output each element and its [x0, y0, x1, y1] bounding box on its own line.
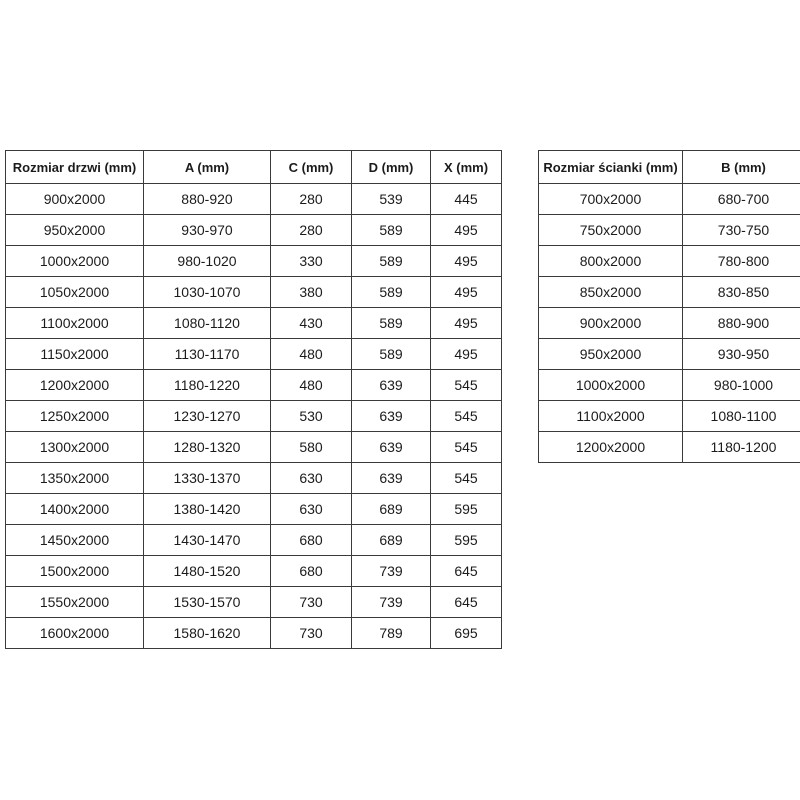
table-cell: 480 [271, 339, 352, 370]
table-cell: 950x2000 [6, 215, 144, 246]
table-cell: 445 [431, 184, 502, 215]
table-cell: 730-750 [683, 215, 800, 246]
table-cell: 1430-1470 [144, 525, 271, 556]
table-cell: 630 [271, 494, 352, 525]
table-cell: 900x2000 [539, 308, 683, 339]
table-cell: 545 [431, 463, 502, 494]
table-cell: 430 [271, 308, 352, 339]
table-cell: 1530-1570 [144, 587, 271, 618]
table-cell: 739 [352, 587, 431, 618]
table-cell: 1030-1070 [144, 277, 271, 308]
table-cell: 589 [352, 215, 431, 246]
table-cell: 680-700 [683, 184, 800, 215]
table-cell: 1450x2000 [6, 525, 144, 556]
table-cell: 730 [271, 618, 352, 649]
table-cell: 1000x2000 [6, 246, 144, 277]
table-cell: 1280-1320 [144, 432, 271, 463]
table-row [6, 184, 502, 215]
table-cell: 280 [271, 184, 352, 215]
header-row [6, 151, 502, 184]
table-cell: 789 [352, 618, 431, 649]
table-cell: 530 [271, 401, 352, 432]
table-row [6, 277, 502, 308]
table-cell: 1000x2000 [539, 370, 683, 401]
table-cell: 1500x2000 [6, 556, 144, 587]
table-cell: 589 [352, 246, 431, 277]
column-header: A (mm) [144, 151, 271, 184]
table-row [539, 339, 800, 370]
table-cell: 1580-1620 [144, 618, 271, 649]
table-cell: 330 [271, 246, 352, 277]
table-cell: 545 [431, 432, 502, 463]
table-cell: 1180-1220 [144, 370, 271, 401]
table-row [6, 370, 502, 401]
column-header: Rozmiar ścianki (mm) [539, 151, 683, 184]
table-cell: 689 [352, 494, 431, 525]
table-row [6, 401, 502, 432]
table-cell: 1130-1170 [144, 339, 271, 370]
table-row [6, 556, 502, 587]
table-cell: 480 [271, 370, 352, 401]
table-cell: 1330-1370 [144, 463, 271, 494]
table-cell: 639 [352, 463, 431, 494]
table-cell: 1200x2000 [6, 370, 144, 401]
table-cell: 380 [271, 277, 352, 308]
table-row [6, 339, 502, 370]
table-row [539, 401, 800, 432]
table-cell: 930-950 [683, 339, 800, 370]
door-sizes-table [5, 150, 502, 649]
table-cell: 589 [352, 308, 431, 339]
table-cell: 1380-1420 [144, 494, 271, 525]
table-cell: 545 [431, 370, 502, 401]
table-row [6, 463, 502, 494]
table-cell: 980-1020 [144, 246, 271, 277]
table-cell: 589 [352, 277, 431, 308]
table-cell: 730 [271, 587, 352, 618]
column-header: D (mm) [352, 151, 431, 184]
table-cell: 1300x2000 [6, 432, 144, 463]
table-cell: 1250x2000 [6, 401, 144, 432]
column-header: C (mm) [271, 151, 352, 184]
table-cell: 830-850 [683, 277, 800, 308]
table-cell: 595 [431, 494, 502, 525]
table-cell: 1100x2000 [539, 401, 683, 432]
table-cell: 739 [352, 556, 431, 587]
table-row [6, 215, 502, 246]
header-row [539, 151, 800, 184]
table-cell: 700x2000 [539, 184, 683, 215]
table-row [539, 246, 800, 277]
table-cell: 930-970 [144, 215, 271, 246]
table-row [6, 494, 502, 525]
table-cell: 750x2000 [539, 215, 683, 246]
table-cell: 639 [352, 370, 431, 401]
table-cell: 1200x2000 [539, 432, 683, 463]
table-cell: 1550x2000 [6, 587, 144, 618]
table-cell: 495 [431, 246, 502, 277]
column-header: Rozmiar drzwi (mm) [6, 151, 144, 184]
table-cell: 1180-1200 [683, 432, 800, 463]
table-cell: 495 [431, 215, 502, 246]
table-cell: 1080-1120 [144, 308, 271, 339]
table-cell: 800x2000 [539, 246, 683, 277]
table-cell: 780-800 [683, 246, 800, 277]
table-cell: 495 [431, 277, 502, 308]
table-cell: 880-920 [144, 184, 271, 215]
table-cell: 495 [431, 339, 502, 370]
table-cell: 1400x2000 [6, 494, 144, 525]
table-cell: 850x2000 [539, 277, 683, 308]
wall-sizes-table [538, 150, 800, 463]
table-cell: 1230-1270 [144, 401, 271, 432]
table-cell: 1080-1100 [683, 401, 800, 432]
table-cell: 595 [431, 525, 502, 556]
table-row [539, 432, 800, 463]
table-cell: 1100x2000 [6, 308, 144, 339]
table-row [6, 308, 502, 339]
column-header: B (mm) [683, 151, 800, 184]
table-row [539, 277, 800, 308]
table-cell: 639 [352, 401, 431, 432]
table-cell: 1350x2000 [6, 463, 144, 494]
table-row [6, 525, 502, 556]
table-cell: 639 [352, 432, 431, 463]
table-cell: 680 [271, 556, 352, 587]
table-cell: 680 [271, 525, 352, 556]
table-cell: 695 [431, 618, 502, 649]
table-cell: 1480-1520 [144, 556, 271, 587]
table-row [6, 432, 502, 463]
table-row [539, 184, 800, 215]
table-cell: 495 [431, 308, 502, 339]
table-cell: 880-900 [683, 308, 800, 339]
table-cell: 1050x2000 [6, 277, 144, 308]
table-cell: 630 [271, 463, 352, 494]
table-row [6, 246, 502, 277]
table-cell: 689 [352, 525, 431, 556]
column-header: X (mm) [431, 151, 502, 184]
table-cell: 900x2000 [6, 184, 144, 215]
table-row [6, 587, 502, 618]
table-row [539, 370, 800, 401]
table-row [539, 308, 800, 339]
table-row [539, 215, 800, 246]
table-row [6, 618, 502, 649]
table-cell: 1600x2000 [6, 618, 144, 649]
table-cell: 950x2000 [539, 339, 683, 370]
table-cell: 580 [271, 432, 352, 463]
table-cell: 589 [352, 339, 431, 370]
table-cell: 280 [271, 215, 352, 246]
table-cell: 645 [431, 556, 502, 587]
table-cell: 539 [352, 184, 431, 215]
table-cell: 545 [431, 401, 502, 432]
table-cell: 1150x2000 [6, 339, 144, 370]
table-cell: 980-1000 [683, 370, 800, 401]
table-cell: 645 [431, 587, 502, 618]
